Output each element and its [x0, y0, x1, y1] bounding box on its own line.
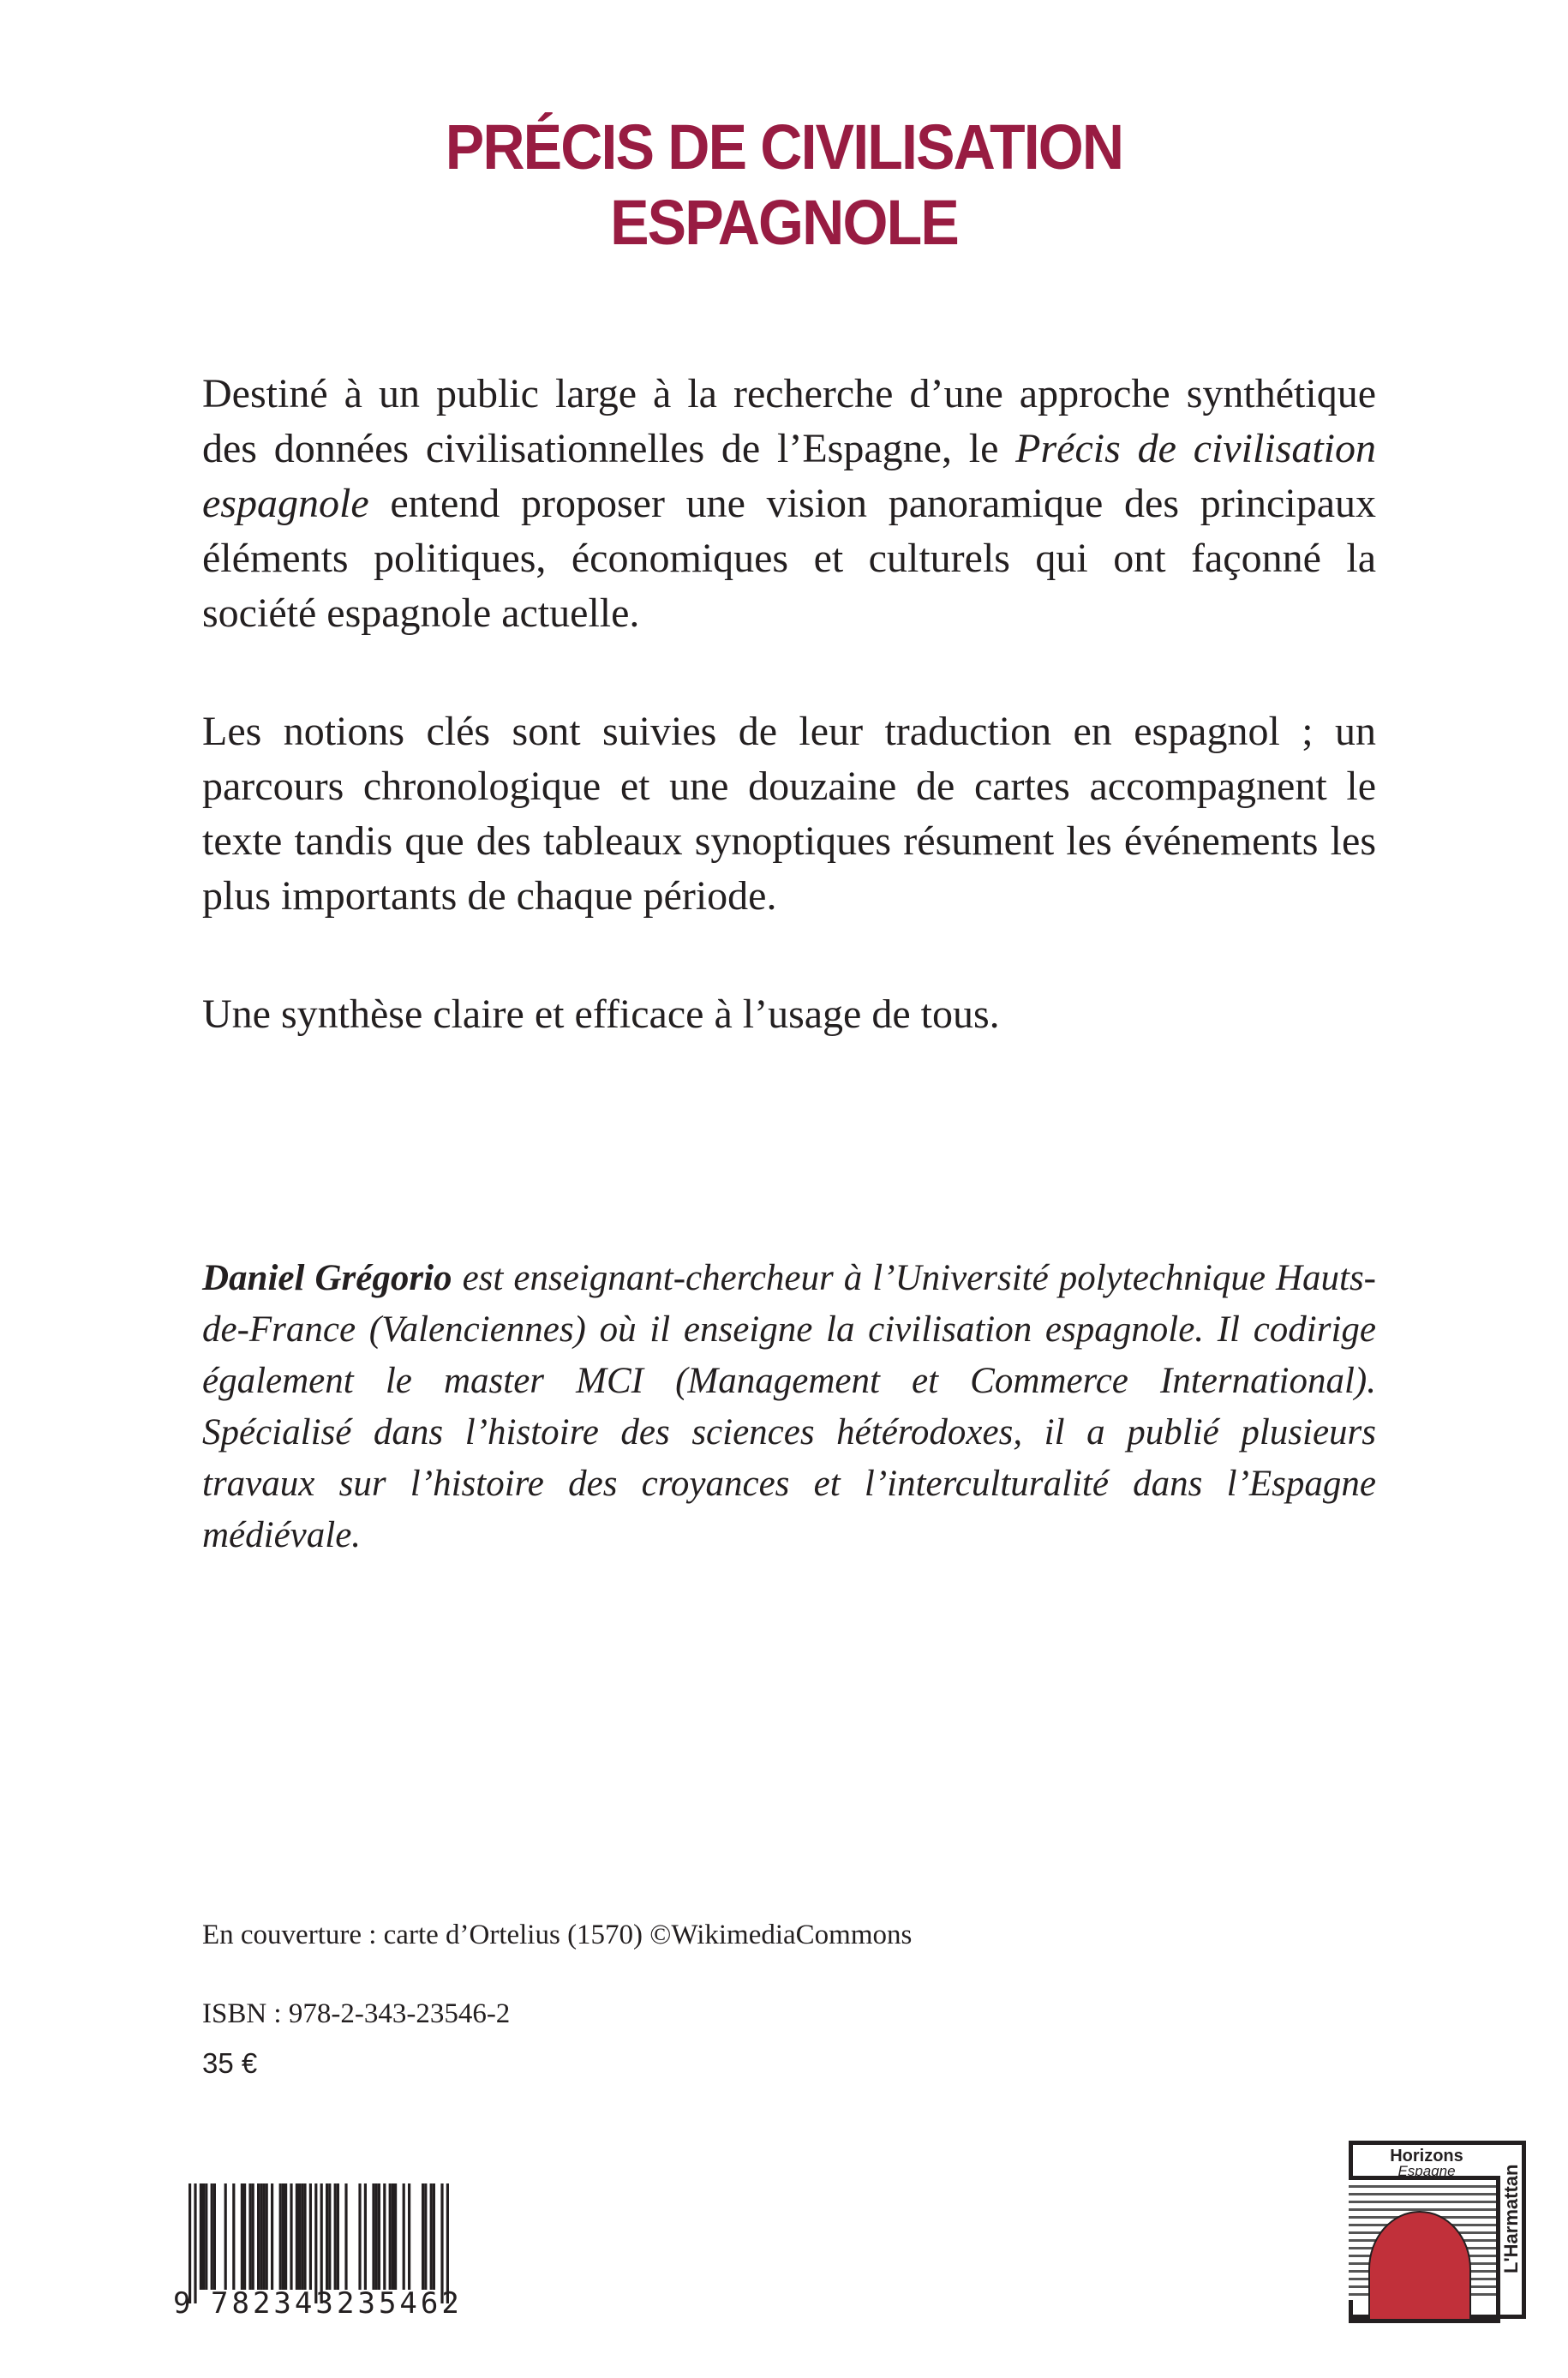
barcode-bar: [378, 2183, 380, 2290]
barcode-bar: [290, 2183, 292, 2290]
logo-subcollection: Espagne: [1397, 2163, 1456, 2179]
barcode-bar: [284, 2183, 287, 2290]
logo-collection: Horizons: [1390, 2147, 1463, 2165]
barcode-bar: [282, 2183, 284, 2290]
barcode-bar: [433, 2183, 435, 2290]
barcode-bar: [205, 2183, 207, 2290]
barcode-bar: [430, 2183, 433, 2290]
barcode-bar: [224, 2183, 227, 2290]
barcode-bar: [211, 2183, 213, 2290]
barcode-bar: [241, 2183, 243, 2290]
barcode-bar: [266, 2183, 268, 2290]
description-intro: Destiné à un public large à la recherche d’une approche synthétique des données civilisationnelles de l’Espagne, le: [202, 371, 1376, 471]
title-line-1: PRÉCIS DE CIVILISATION: [445, 111, 1123, 183]
barcode-bar: [301, 2183, 303, 2290]
barcode-digits-right: 235462: [337, 2286, 463, 2321]
description-paragraph-2: Les notions clés sont suivies de leur traduction en espagnol ; un parcours chronologique et une douzaine de cartes accompagnent le texte tandis que des tableaux synoptiques résument les événements les plus importants de chaque période.: [202, 709, 1376, 919]
title-line-2: ESPAGNOLE: [610, 187, 958, 258]
barcode-bar: [446, 2183, 449, 2303]
barcode-bar: [364, 2183, 367, 2290]
logo-baseline: [1349, 2319, 1496, 2323]
logo-publisher: L'Harmattan: [1500, 2164, 1522, 2273]
barcode-bar: [389, 2183, 392, 2290]
barcode-bar: [189, 2183, 191, 2303]
description-rest: entend proposer une vision panoramique des principaux éléments politiques, économiques et culturels qui ont façonné la société espagnole actuelle.: [202, 481, 1376, 636]
barcode-bar: [271, 2183, 273, 2290]
barcode-bar: [298, 2183, 301, 2290]
publisher-logo: [1349, 2141, 1526, 2319]
barcode-bar: [194, 2183, 196, 2303]
barcode-bar: [202, 2183, 205, 2290]
barcode-bars: [170, 2183, 470, 2303]
barcode-bar: [440, 2183, 443, 2303]
barcode-bar: [328, 2183, 331, 2290]
barcode-bar: [320, 2183, 323, 2303]
logo-horizon-icon: [1349, 2176, 1500, 2323]
sun-icon: [1368, 2211, 1471, 2323]
barcode-bar: [408, 2183, 410, 2290]
barcode-bar: [262, 2183, 265, 2290]
barcode-bar: [257, 2183, 260, 2290]
barcode-bar: [337, 2183, 339, 2290]
author-bio: [202, 1253, 1376, 1561]
barcode-bar: [422, 2183, 424, 2290]
barcode-bar: [344, 2183, 347, 2290]
author-name: Daniel Grégorio: [202, 1258, 452, 1298]
barcode-bar: [403, 2183, 405, 2290]
barcode-bar: [358, 2183, 361, 2290]
barcode-bar: [392, 2183, 394, 2290]
cover-credit: En couverture : carte d’Ortelius (1570) ©WikimediaCommons: [202, 1920, 913, 1950]
barcode-bar: [252, 2183, 254, 2290]
barcode-bar: [314, 2183, 317, 2303]
barcode-digit-first: 9: [173, 2286, 195, 2321]
barcode-bar: [296, 2183, 298, 2290]
book-title: [63, 110, 1505, 261]
price: 35 €: [202, 2047, 258, 2079]
barcode-bar: [243, 2183, 246, 2290]
barcode-bar: [213, 2183, 216, 2290]
barcode-bar: [200, 2183, 202, 2290]
book-title-italic: Précis de civilisation espagnole: [202, 426, 1376, 526]
author-bio-text: est enseignant-chercheur à l’Université polytechnique Hauts-de-France (Valenciennes) où il enseigne la civilisation espagnole. Il codirige également le master MCI (Management et Commerce International). Spécialisé dans l’histoire des sciences hétérodoxes, il a publié plusieurs travaux sur l’histoire des croyances et l’interculturalité dans l’Espagne médiévale.: [202, 1258, 1377, 1555]
barcode-bar: [232, 2183, 235, 2290]
isbn: ISBN : 978-2-343-23546-2: [202, 1998, 511, 2029]
barcode-bar: [424, 2183, 427, 2290]
barcode-bar: [372, 2183, 374, 2290]
description-paragraph-1: [202, 367, 1376, 641]
barcode-bar: [248, 2183, 251, 2290]
barcode-bar: [326, 2183, 328, 2290]
barcode-bar: [394, 2183, 397, 2290]
barcode-bar: [309, 2183, 312, 2290]
barcode-bar: [279, 2183, 282, 2290]
description-paragraph-3: Une synthèse claire et efficace à l’usage de tous.: [202, 991, 1000, 1037]
barcode-bar: [375, 2183, 378, 2290]
barcode-bar: [303, 2183, 306, 2290]
barcode-bar: [334, 2183, 337, 2290]
barcode-bar: [383, 2183, 386, 2290]
barcode-digits-left: 782343: [211, 2286, 337, 2321]
barcode-bar: [260, 2183, 262, 2290]
